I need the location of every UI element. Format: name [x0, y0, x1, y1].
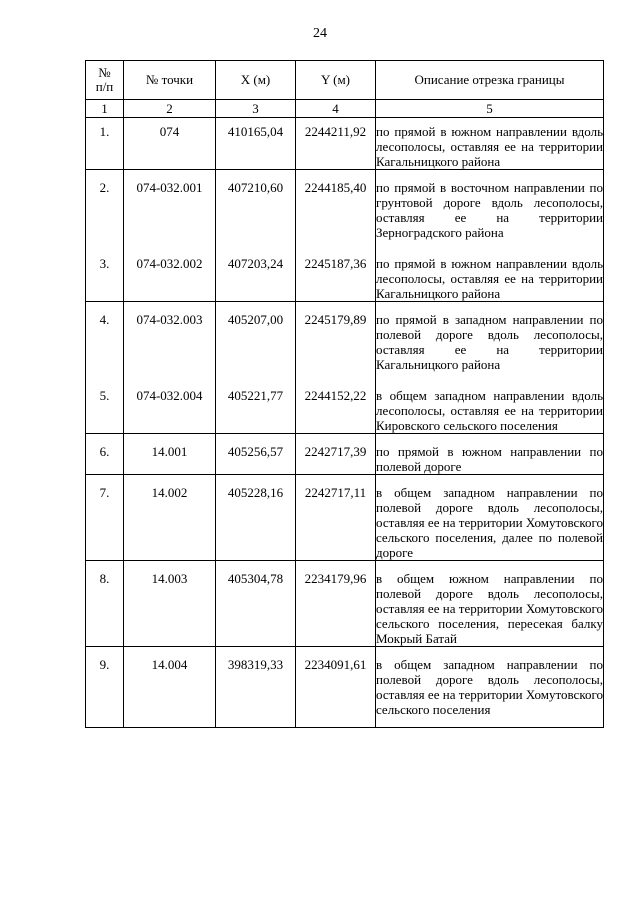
header-description: Описание отрезка границы [376, 61, 604, 100]
table-row [86, 302, 604, 373]
row-y: 2242717,39 [296, 434, 376, 475]
table-header-row [86, 61, 604, 100]
header-point: № точки [124, 61, 216, 100]
header-seq: № п/п [86, 61, 124, 100]
page-number: 24 [313, 26, 327, 41]
row-x: 405221,77 [216, 372, 296, 434]
header-x: X (м) [216, 61, 296, 100]
row-x: 407203,24 [216, 240, 296, 302]
table-row [86, 170, 604, 241]
header-y: Y (м) [296, 61, 376, 100]
column-number-row [86, 100, 604, 118]
row-description: по прямой в южном направлении вдоль лесополосы, оставляя ее на территории Кагальницкого района [376, 118, 604, 170]
row-seq: 7. [86, 475, 124, 561]
table-row [86, 118, 604, 170]
table-row [86, 561, 604, 647]
table-row [86, 475, 604, 561]
row-x: 405304,78 [216, 561, 296, 647]
table-row [86, 372, 604, 434]
column-number: 5 [376, 100, 604, 118]
table-row [86, 434, 604, 475]
row-seq: 5. [86, 372, 124, 434]
table-row [86, 240, 604, 302]
table-row [86, 647, 604, 728]
row-description: в общем южном направлении по полевой дороге вдоль лесополосы, оставляя ее на территории Хомутовского сельского поселения, пересекая балку Мокрый Батай [376, 561, 604, 647]
row-point: 074 [124, 118, 216, 170]
row-x: 405207,00 [216, 302, 296, 373]
row-point: 14.003 [124, 561, 216, 647]
row-y: 2244185,40 [296, 170, 376, 241]
row-seq: 2. [86, 170, 124, 241]
row-point: 14.002 [124, 475, 216, 561]
row-y: 2245179,89 [296, 302, 376, 373]
column-number: 2 [124, 100, 216, 118]
row-y: 2244152,22 [296, 372, 376, 434]
row-seq: 1. [86, 118, 124, 170]
boundary-table [85, 60, 604, 728]
row-y: 2234179,96 [296, 561, 376, 647]
row-description: в общем западном направлении вдоль лесополосы, оставляя ее на территории Кировского сельского поселения [376, 372, 604, 434]
row-x: 405228,16 [216, 475, 296, 561]
row-point: 074-032.004 [124, 372, 216, 434]
row-point: 14.001 [124, 434, 216, 475]
row-point: 074-032.003 [124, 302, 216, 373]
row-description: по прямой в южном направлении вдоль лесополосы, оставляя ее на территории Кагальницкого района [376, 240, 604, 302]
row-seq: 4. [86, 302, 124, 373]
row-description: в общем западном направлении по полевой дороге вдоль лесополосы, оставляя ее на территории Хомутовского сельского поселения [376, 647, 604, 728]
row-point: 074-032.001 [124, 170, 216, 241]
row-point: 074-032.002 [124, 240, 216, 302]
row-x: 405256,57 [216, 434, 296, 475]
row-description: в общем западном направлении по полевой дороге вдоль лесополосы, оставляя ее на территории Хомутовского сельского поселения, далее по полевой дороге [376, 475, 604, 561]
row-y: 2245187,36 [296, 240, 376, 302]
column-number: 4 [296, 100, 376, 118]
row-x: 407210,60 [216, 170, 296, 241]
row-description: по прямой в западном направлении по полевой дороге вдоль лесополосы, оставляя ее на территории Кагальницкого района [376, 302, 604, 373]
row-seq: 9. [86, 647, 124, 728]
row-seq: 6. [86, 434, 124, 475]
row-x: 398319,33 [216, 647, 296, 728]
row-description: по прямой в восточном направлении по грунтовой дороге вдоль лесополосы, оставляя ее на территории Зерноградского района [376, 170, 604, 241]
row-x: 410165,04 [216, 118, 296, 170]
row-point: 14.004 [124, 647, 216, 728]
row-seq: 8. [86, 561, 124, 647]
row-y: 2234091,61 [296, 647, 376, 728]
row-y: 2244211,92 [296, 118, 376, 170]
column-number: 1 [86, 100, 124, 118]
row-description: по прямой в южном направлении по полевой дороге [376, 434, 604, 475]
column-number: 3 [216, 100, 296, 118]
row-y: 2242717,11 [296, 475, 376, 561]
row-seq: 3. [86, 240, 124, 302]
